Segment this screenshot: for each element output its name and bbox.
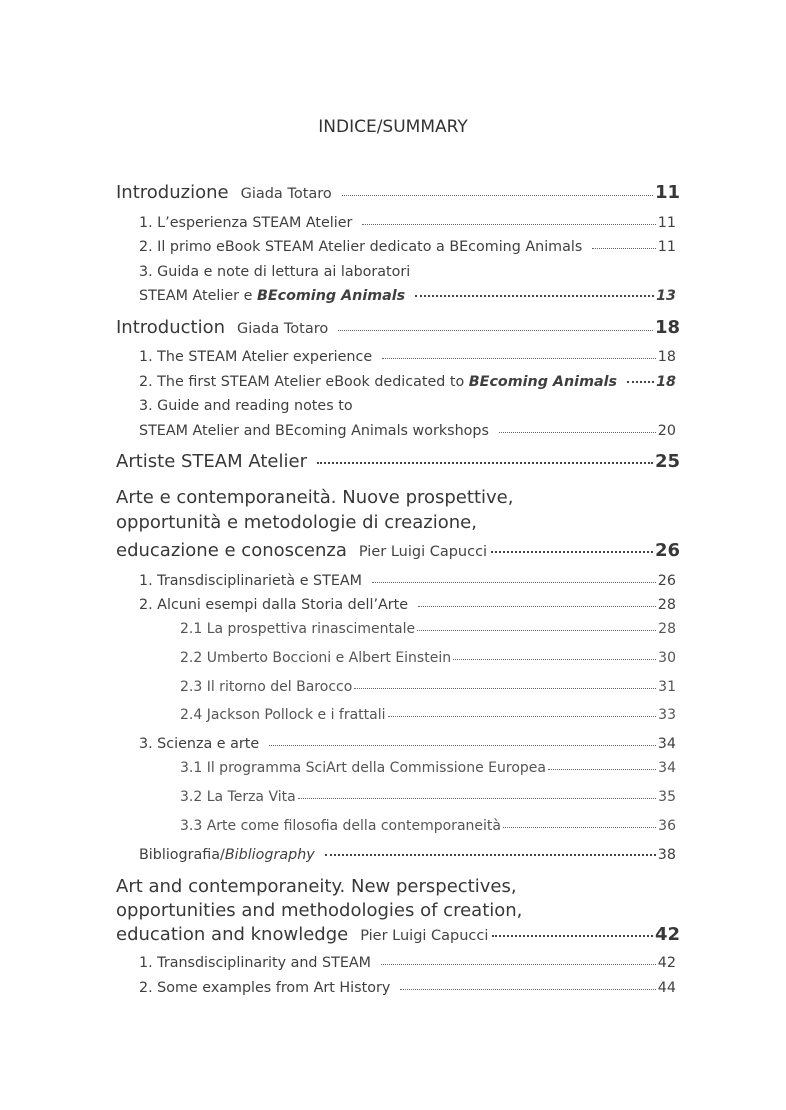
toc-heading-line[interactable]: Arte e contemporaneità. Nuove prospettive, [116,487,514,508]
dot-leader [417,630,656,631]
toc-page: 26 [657,573,676,589]
toc-page: 28 [657,597,676,613]
dot-leader [362,224,655,225]
toc-page: 30 [658,650,676,666]
dot-leader [499,432,656,433]
toc-page: 18 [656,374,676,390]
toc-page: 38 [657,847,676,863]
dot-leader [492,935,653,937]
dot-leader [400,989,656,990]
dot-leader [325,854,656,856]
toc-entry-artiste[interactable] [116,451,680,472]
toc-heading-line[interactable]: opportunities and methodologies of creation, [116,900,523,921]
toc-page: 28 [658,621,676,637]
dot-leader [338,330,653,331]
toc-page: 44 [657,980,676,996]
toc-page: 42 [657,955,676,971]
toc-label: education and knowledge [116,924,349,945]
toc-page: 13 [656,288,676,304]
toc-label: 3.3 Arte come filosofia della contemporaneità [180,818,501,834]
toc-page: 36 [658,818,676,834]
dot-leader [381,964,656,965]
toc-label: 2.4 Jackson Pollock e i frattali [180,707,386,723]
toc-label: STEAM Atelier e BEcoming Animals [139,288,406,304]
toc-entry-introduzione[interactable] [116,182,680,203]
toc-entry[interactable] [139,374,676,390]
toc-entry-art[interactable] [116,924,680,945]
toc-entry[interactable] [180,818,676,834]
toc-label: 2. Some examples from Art History [139,980,391,996]
toc-label: Introduction [116,317,226,338]
dot-leader [418,606,656,607]
toc-label: 1. L’esperienza STEAM Atelier [139,215,353,231]
toc-entry[interactable] [139,215,676,231]
toc-page: 11 [657,239,676,255]
dot-leader [298,798,656,799]
dot-leader [269,745,656,746]
toc-entry-line[interactable]: 3. Guide and reading notes to [139,398,353,414]
toc-page: 26 [654,540,680,561]
toc-author: Giada Totaro [237,321,329,337]
toc-entry[interactable] [180,621,676,637]
dot-leader [342,195,653,196]
toc-page: 11 [654,182,680,203]
dot-leader [453,659,656,660]
toc-page: 31 [658,679,676,695]
toc-page: 35 [658,789,676,805]
toc-label: 1. Transdisciplinarietà e STEAM [139,573,362,589]
toc-page: 11 [657,215,676,231]
toc-label: STEAM Atelier and BEcoming Animals workshops [139,423,489,439]
toc-label: 2. Il primo eBook STEAM Atelier dedicato a BEcoming Animals [139,239,583,255]
toc-page: 34 [658,760,676,776]
toc-entry-line[interactable]: 3. Guida e note di lettura ai laboratori [139,264,411,280]
toc-page: 18 [657,349,676,365]
toc-label: 1. The STEAM Atelier experience [139,349,373,365]
toc-page: 18 [654,317,680,338]
dot-leader [491,551,653,553]
toc-entry[interactable] [139,573,676,589]
toc-entry[interactable] [139,423,676,439]
toc-label: 3.2 La Terza Vita [180,789,296,805]
dot-leader [372,582,656,583]
toc-label: Introduzione [116,182,229,203]
toc-page: 25 [654,451,680,472]
toc-entry[interactable] [180,707,676,723]
toc-entry[interactable] [180,679,676,695]
toc-entry-introduction[interactable] [116,317,680,338]
toc-entry-arte[interactable] [116,540,680,561]
toc-label: 2.2 Umberto Boccioni e Albert Einstein [180,650,452,666]
toc-author: Pier Luigi Capucci [360,928,489,944]
dot-leader [388,716,656,717]
toc-heading-line[interactable]: opportunità e metodologie di creazione, [116,512,477,533]
toc-label: 2. Alcuni esempi dalla Storia dell’Arte [139,597,409,613]
dot-leader [548,769,656,770]
dot-leader [382,358,656,359]
toc-label: Bibliografia/Bibliography [139,847,315,863]
toc-entry[interactable] [139,736,676,752]
toc-label: 2. The first STEAM Atelier eBook dedicated to BEcoming Animals [139,374,618,390]
toc-label: 3.1 Il programma SciArt della Commissione Europea [180,760,546,776]
toc-author: Giada Totaro [240,186,332,202]
dot-leader [627,381,654,383]
toc-heading-line[interactable]: Art and contemporaneity. New perspectives, [116,876,517,897]
toc-page: 20 [657,423,676,439]
dot-leader [415,295,654,297]
toc-entry[interactable] [180,760,676,776]
toc-entry[interactable] [139,980,676,996]
dot-leader [317,462,653,464]
toc-entry-bibliography[interactable] [139,847,676,863]
toc-label: 2.3 Il ritorno del Barocco [180,679,353,695]
toc-page: 42 [654,924,680,945]
dot-leader [592,248,656,249]
dot-leader [503,827,656,828]
toc-entry[interactable] [139,597,676,613]
toc-label: educazione e conoscenza [116,540,347,561]
toc-entry[interactable] [180,650,676,666]
dot-leader [354,688,656,689]
toc-page: 33 [658,707,676,723]
page-title: INDICE/SUMMARY [318,117,468,137]
toc-label: 2.1 La prospettiva rinascimentale [180,621,416,637]
toc-label: Artiste STEAM Atelier [116,451,307,472]
toc-author: Pier Luigi Capucci [358,544,488,560]
toc-entry[interactable] [139,955,676,971]
toc-label: 1. Transdisciplinarity and STEAM [139,955,371,971]
toc-page: 34 [657,736,676,752]
toc-label: 3. Scienza e arte [139,736,260,752]
toc-entry[interactable] [139,239,676,255]
toc-entry[interactable] [180,789,676,805]
toc-entry[interactable] [139,288,676,304]
toc-entry[interactable] [139,349,676,365]
